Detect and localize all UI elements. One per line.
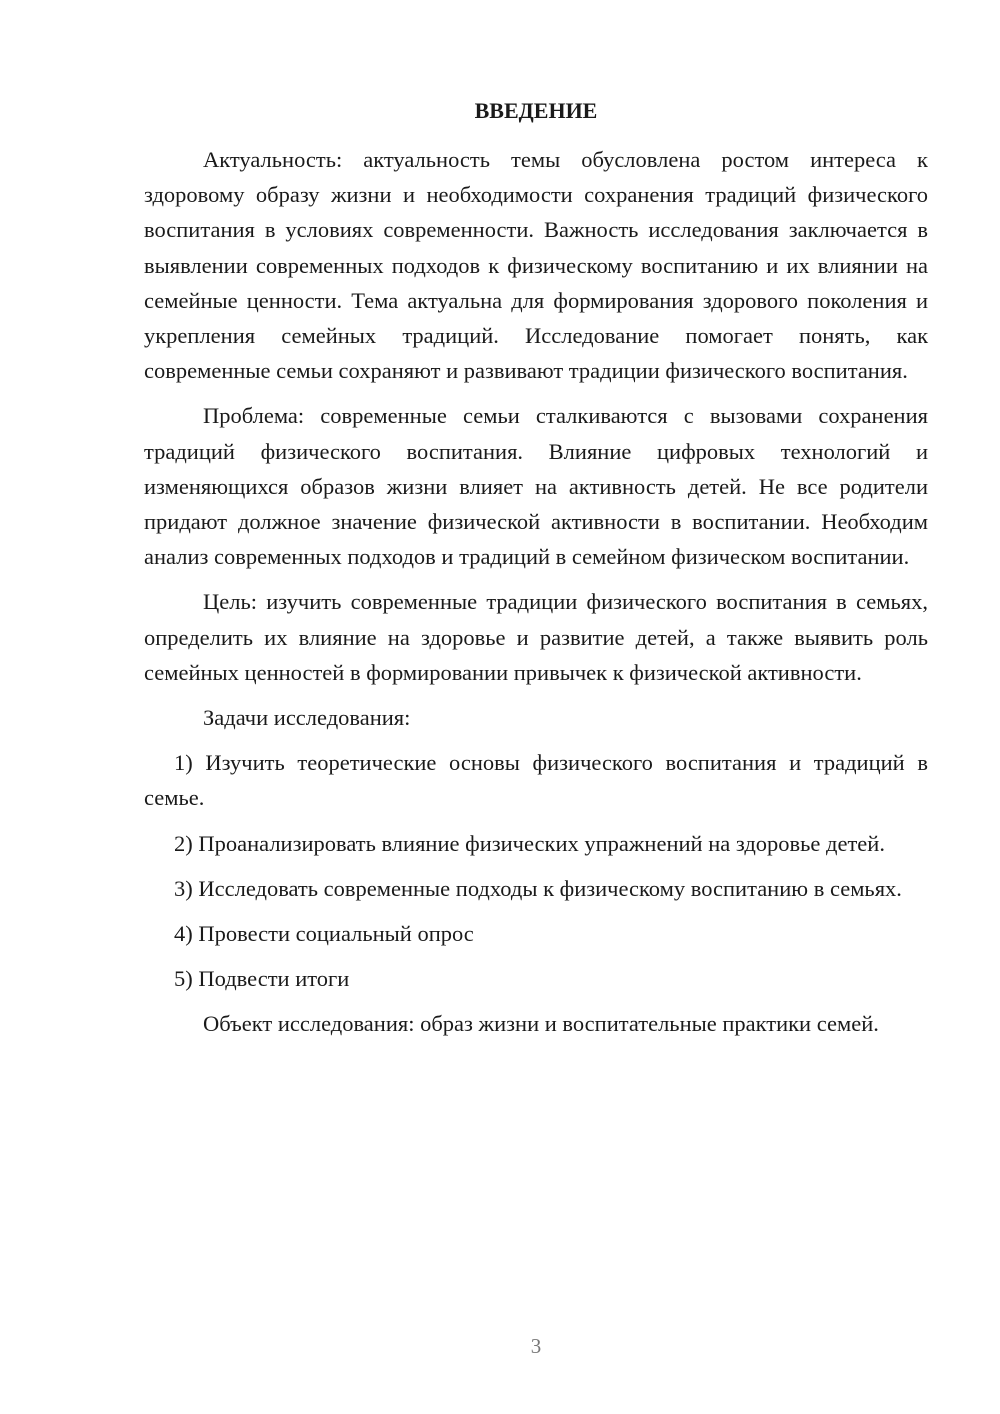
task-item-1: 1) Изучить теоретические основы физического воспитания и традиций в семье. <box>144 750 928 811</box>
document-body <box>144 142 928 1042</box>
task-item-4: 4) Провести социальный опрос <box>174 921 474 947</box>
task-item-5: 5) Подвести итоги <box>174 966 350 992</box>
goal-paragraph: Цель: изучить современные традиции физического воспитания в семьях, определить их влияние на здоровье и развитие детей, а также выявить роль семейных ценностей в формировании привычек к физической активности. <box>144 589 928 685</box>
page-title: ВВЕДЕНИЕ <box>474 98 598 123</box>
page-number: 3 <box>530 1334 542 1358</box>
tasks-heading: Задачи исследования: <box>203 705 411 731</box>
object-paragraph: Объект исследования: образ жизни и воспитательные практики семей. <box>203 1011 879 1037</box>
task-item-2: 2) Проанализировать влияние физических упражнений на здоровье детей. <box>174 830 885 856</box>
relevance-paragraph: Актуальность: актуальность темы обусловлена ростом интереса к здоровому образу жизни и необходимости сохранения традиций физического воспитания в условиях современности. Важность исследования заключается в выявлении современных подходов к физическому воспитанию и их влиянии на семейные ценности. Тема актуальна для формирования здорового поколения и укрепления семейных традиций. Исследование помогает понять, как современные семьи сохраняют и развивают традиции физического воспитания. <box>144 147 928 384</box>
problem-paragraph: Проблема: современные семьи сталкиваются с вызовами сохранения традиций физического воспитания. Влияние цифровых технологий и изменяющихся образов жизни влияет на активность детей. Не все родители придают должное значение физической активности в воспитании. Необходим анализ современных подходов и традиций в семейном физическом воспитании. <box>144 403 928 570</box>
task-item-3: 3) Исследовать современные подходы к физическому воспитанию в семьях. <box>174 875 902 901</box>
